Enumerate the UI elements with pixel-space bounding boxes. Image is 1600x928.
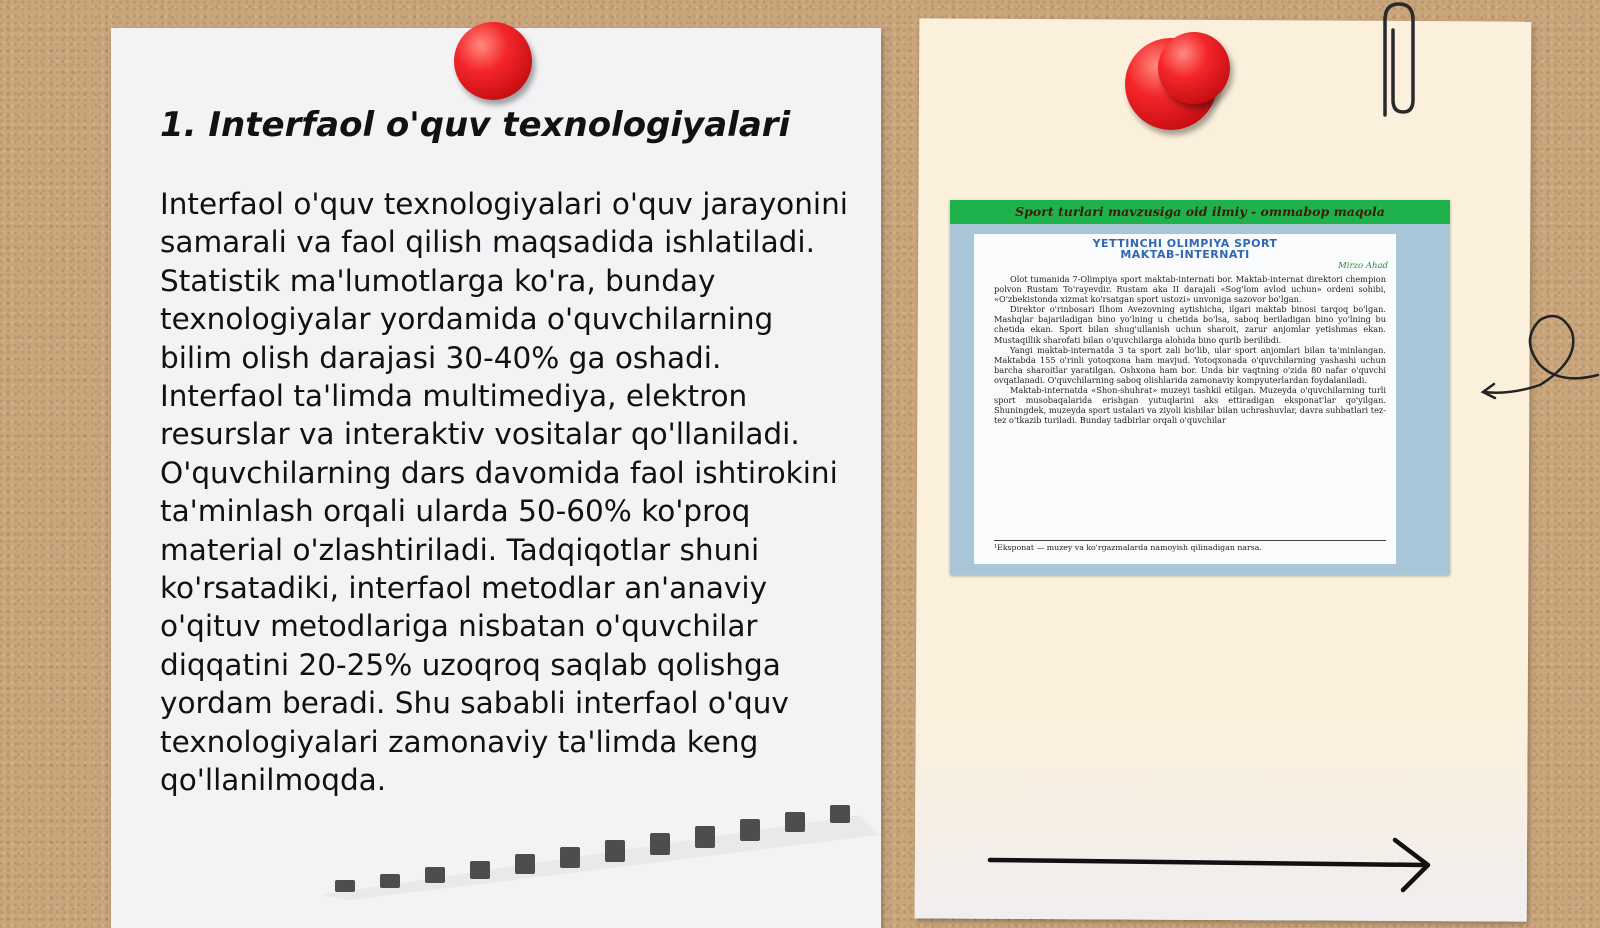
article-title-line1: YETTINCHI OLIMPIYA SPORT xyxy=(1092,237,1278,250)
article-body xyxy=(994,274,1386,425)
article-page xyxy=(974,234,1396,564)
article-paragraph: Maktab-internatda «Shon-shuhrat» muzeyi tashkil etilgan. Muzeyda o'quvchilarning turli sport musobaqalarida erishgan yutuqlarini aks ettiradigan eksponat'lar qo'yilgan. Shuningdek, muzeyda sport ustalari va ziyoli kishilar bilan uchrashuvlar, davra suhbatlari tez-tez o'tkazib turiladi. Bunday tadbirlar orqali o'quvchilar xyxy=(994,385,1386,426)
slide-title: 1. Interfaol o'quv texnologiyalari xyxy=(160,105,791,145)
article-author: Mirzo Ahad xyxy=(1338,261,1388,271)
article-header: Sport turlari mavzusiga oid ilmiy - ommabop maqola xyxy=(950,200,1450,224)
tape-strip xyxy=(320,795,880,900)
article-title-line2: MAKTAB-INTERNATI xyxy=(1120,248,1250,261)
article-paragraph: Direktor o'rinbosari Ilhom Avezovning aytishicha, ilgari maktab binosi tarqoq bo'lgan. Mashqlar bajariladigan bino yo'lning u chetida bo'lsa, saboq beriladigan bino yo'lning bu chetida ekan. Sport bilan shug'ullanish uchun sharoit, zarur anjomlar yetishmas ekan. Mustaqillik sharofati bilan o'quvchilarga alohida bino qurib berilibdi. xyxy=(994,304,1386,345)
pushpin-icon xyxy=(454,22,532,100)
paperclip-icon xyxy=(1375,0,1425,125)
squiggle-arrow-icon xyxy=(1480,310,1600,410)
right-arrow-icon xyxy=(985,835,1445,895)
pushpin-icon xyxy=(1158,32,1230,104)
article-paragraph: Yangi maktab-internatda 3 ta sport zali bo'lib, ular sport anjomlari bilan ta'minlangan. Maktabda 155 o'rinli yotoqxona ham mavjud. Yotoqxonada o'quvchilarning yashashi uchun barcha sharoitlar yaratilgan. Oshxona ham bor. Unda bir vaqtning o'zida 80 nafar o'quvchi ovqatlanadi. O'quvchilarning saboq olishlarida zamonaviy kompyuterlardan foydalaniladi. xyxy=(994,344,1386,385)
slide-body-text: Interfaol o'quv texnologiyalari o'quv jarayonini samarali va faol qilish maqsadida ishlatiladi. Statistik ma'lumotlarga ko'ra, bunday texnologiyalar yordamida o'quvchilarning bilim olish darajasi 30-40% ga oshadi. Interfaol ta'limda multimediya, elektron resurslar va interaktiv vositalar qo'llaniladi. O'quvchilarning dars davomida faol ishtirokini ta'minlash orqali ularda 50-60% ko'proq material o'zlashtiriladi. Tadqiqotlar shuni ko'rsatadiki, interfaol metodlar an'anaviy o'qituv metodlariga nisbatan o'quvchilar diqqatini 20-25% uzoqroq saqlab qolishga yordam beradi. Shu sababli interfaol o'quv texnologiyalari zamonaviy ta'limda keng qo'llanilmoqda. xyxy=(160,187,849,798)
article-paragraph: Olot tumanida 7-Olimpiya sport maktab-internati bor. Maktab-internat direktori chempion polvon Rustam To'rayevdir. Rustam aka II darajali «Sog'lom avlod uchun» ordeni sohibi, «O'zbekistonda xizmat ko'rsatgan sport ustozi» unvoniga sazovor bo'lgan. xyxy=(994,274,1386,305)
article-image xyxy=(950,200,1450,575)
article-title xyxy=(974,238,1396,260)
article-footnote: ¹Eksponat — muzey va ko'rgazmalarda namoyish qilinadigan narsa. xyxy=(994,540,1386,553)
